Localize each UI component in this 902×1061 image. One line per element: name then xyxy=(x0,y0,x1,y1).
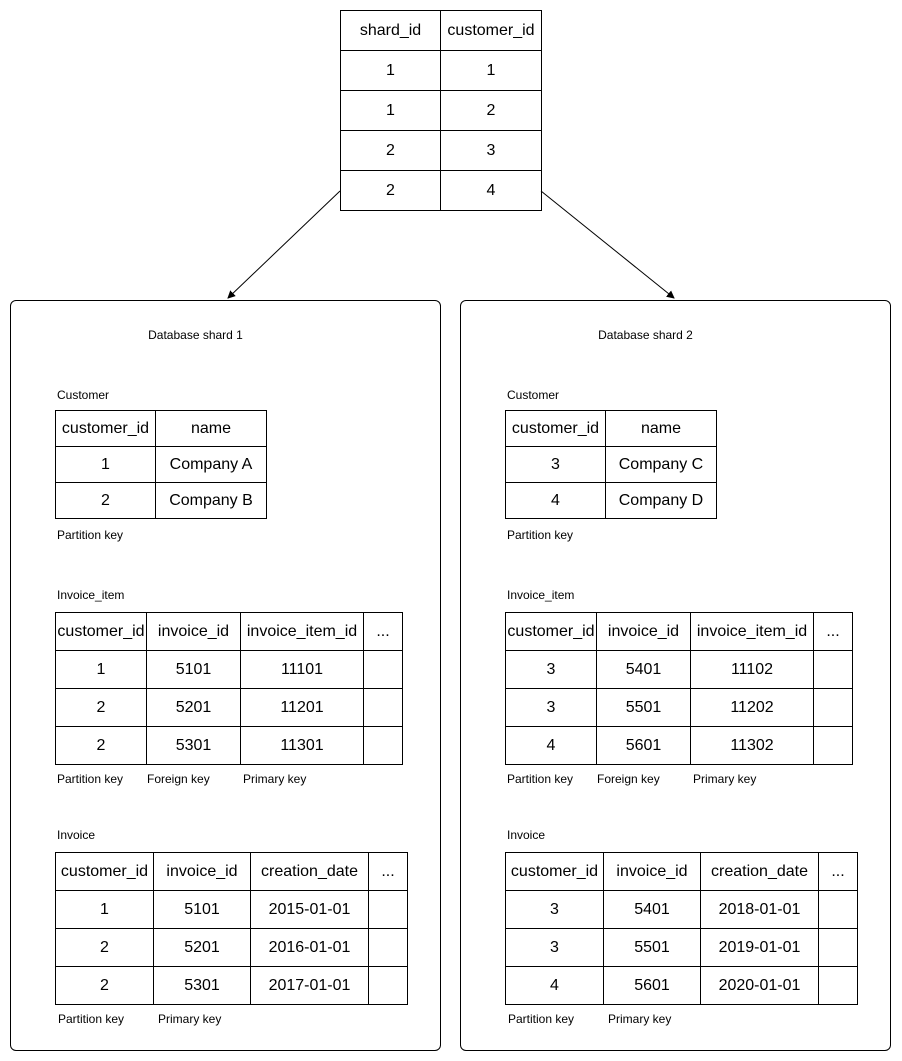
table-cell: 5101 xyxy=(147,651,241,689)
header-cell: customer_id xyxy=(56,853,154,891)
table-row xyxy=(506,651,853,689)
header-cell: ... xyxy=(819,853,858,891)
table-row xyxy=(56,727,403,765)
table-cell: 2 xyxy=(56,483,156,519)
table-header-row xyxy=(506,613,853,651)
table-cell: 5501 xyxy=(597,689,691,727)
partition-key-note: Partition key xyxy=(507,528,574,542)
table-cell: 11101 xyxy=(241,651,364,689)
header-cell: ... xyxy=(369,853,408,891)
table-cell xyxy=(819,967,858,1005)
invoice-table xyxy=(55,852,408,1005)
table-cell: 4 xyxy=(506,727,597,765)
table-cell: Company C xyxy=(606,447,717,483)
table-header-row xyxy=(56,853,408,891)
header-cell: invoice_id xyxy=(147,613,241,651)
table-header-row xyxy=(506,853,858,891)
table-header-row xyxy=(56,613,403,651)
table-row xyxy=(341,51,542,91)
header-cell: customer_id xyxy=(506,613,597,651)
header-cell: customer_id xyxy=(56,613,147,651)
table-row xyxy=(506,447,717,483)
header-cell: customer_id xyxy=(441,11,542,51)
table-cell xyxy=(364,651,403,689)
table-cell: 11301 xyxy=(241,727,364,765)
table-cell: 2 xyxy=(56,727,147,765)
table-cell: 1 xyxy=(56,447,156,483)
table-cell xyxy=(364,689,403,727)
invoice-item-table xyxy=(55,612,403,765)
table-cell: 3 xyxy=(441,131,542,171)
table-header-row xyxy=(506,411,717,447)
table-row xyxy=(56,967,408,1005)
table-cell: Company B xyxy=(156,483,267,519)
table-cell: 3 xyxy=(506,689,597,727)
partition-key-note: Partition key xyxy=(508,1012,575,1026)
table-cell: 4 xyxy=(506,967,604,1005)
table-row xyxy=(56,929,408,967)
table-cell xyxy=(814,651,853,689)
table-cell: 2 xyxy=(341,171,441,211)
partition-key-note: Partition key xyxy=(58,1012,125,1026)
table-cell: 2 xyxy=(341,131,441,171)
table-cell xyxy=(819,929,858,967)
table-cell: 5601 xyxy=(604,967,701,1005)
table-row xyxy=(341,131,542,171)
table-cell: 2 xyxy=(56,689,147,727)
invoice-item-table-label: Invoice_item xyxy=(57,588,125,602)
header-cell: creation_date xyxy=(701,853,819,891)
table-row xyxy=(56,447,267,483)
invoice-table-label: Invoice xyxy=(507,828,546,842)
foreign-key-note: Foreign key xyxy=(147,772,210,786)
header-cell: customer_id xyxy=(56,411,156,447)
table-cell xyxy=(364,727,403,765)
table-row xyxy=(341,91,542,131)
table-row xyxy=(506,929,858,967)
table-cell: 5401 xyxy=(597,651,691,689)
header-cell: invoice_item_id xyxy=(691,613,814,651)
table-cell: 5301 xyxy=(154,967,251,1005)
table-cell: 5501 xyxy=(604,929,701,967)
table-cell: 1 xyxy=(56,651,147,689)
invoice-item-table-label: Invoice_item xyxy=(507,588,575,602)
table-cell: 2 xyxy=(56,929,154,967)
customer-table xyxy=(55,410,267,519)
invoice-table-label: Invoice xyxy=(57,828,96,842)
table-cell xyxy=(814,689,853,727)
table-cell: 4 xyxy=(506,483,606,519)
table-row xyxy=(56,651,403,689)
primary-key-note: Primary key xyxy=(608,1012,672,1026)
table-cell xyxy=(369,929,408,967)
header-cell: customer_id xyxy=(506,853,604,891)
shard-mapping-table xyxy=(340,10,542,211)
table-cell: 5301 xyxy=(147,727,241,765)
customer-table xyxy=(505,410,717,519)
header-cell: invoice_id xyxy=(154,853,251,891)
table-cell: 2 xyxy=(441,91,542,131)
table-cell: 1 xyxy=(56,891,154,929)
table-cell: 3 xyxy=(506,447,606,483)
table-cell: Company A xyxy=(156,447,267,483)
table-row xyxy=(506,727,853,765)
table-cell: 2017-01-01 xyxy=(251,967,369,1005)
table-row xyxy=(56,891,408,929)
primary-key-note: Primary key xyxy=(693,772,757,786)
table-cell: 3 xyxy=(506,929,604,967)
table-cell: 5201 xyxy=(154,929,251,967)
table-cell: Company D xyxy=(606,483,717,519)
primary-key-note: Primary key xyxy=(158,1012,222,1026)
table-cell: 5101 xyxy=(154,891,251,929)
invoice-item-table xyxy=(505,612,853,765)
table-cell: 11302 xyxy=(691,727,814,765)
header-cell: creation_date xyxy=(251,853,369,891)
table-cell: 1 xyxy=(341,91,441,131)
table-header-row xyxy=(56,411,267,447)
table-row xyxy=(56,483,267,519)
foreign-key-note: Foreign key xyxy=(597,772,660,786)
table-cell: 11201 xyxy=(241,689,364,727)
table-row xyxy=(506,483,717,519)
table-header-row xyxy=(341,11,542,51)
table-cell: 11102 xyxy=(691,651,814,689)
arrow-to-shard-2 xyxy=(541,191,674,298)
primary-key-note: Primary key xyxy=(243,772,307,786)
shard-1-title: Database shard 1 xyxy=(148,328,243,342)
table-row xyxy=(56,689,403,727)
table-cell: 2018-01-01 xyxy=(701,891,819,929)
table-cell: 2016-01-01 xyxy=(251,929,369,967)
table-cell: 2020-01-01 xyxy=(701,967,819,1005)
customer-table-label: Customer xyxy=(57,388,110,402)
table-cell: 5601 xyxy=(597,727,691,765)
invoice-table xyxy=(505,852,858,1005)
table-cell xyxy=(369,891,408,929)
partition-key-note: Partition key xyxy=(57,528,124,542)
table-cell: 2019-01-01 xyxy=(701,929,819,967)
table-row xyxy=(506,891,858,929)
header-cell: name xyxy=(156,411,267,447)
arrow-to-shard-1 xyxy=(228,191,340,298)
shard-2-title: Database shard 2 xyxy=(598,328,693,342)
header-cell: invoice_id xyxy=(597,613,691,651)
table-cell: 5401 xyxy=(604,891,701,929)
customer-table-label: Customer xyxy=(507,388,560,402)
partition-key-note: Partition key xyxy=(507,772,574,786)
header-cell: shard_id xyxy=(341,11,441,51)
header-cell: customer_id xyxy=(506,411,606,447)
table-cell: 5201 xyxy=(147,689,241,727)
table-cell: 1 xyxy=(341,51,441,91)
table-cell: 2015-01-01 xyxy=(251,891,369,929)
partition-key-note: Partition key xyxy=(57,772,124,786)
header-cell: invoice_item_id xyxy=(241,613,364,651)
table-row xyxy=(506,967,858,1005)
table-cell xyxy=(819,891,858,929)
header-cell: invoice_id xyxy=(604,853,701,891)
table-cell: 3 xyxy=(506,891,604,929)
table-cell: 2 xyxy=(56,967,154,1005)
table-cell xyxy=(814,727,853,765)
table-cell: 1 xyxy=(441,51,542,91)
table-row xyxy=(341,171,542,211)
header-cell: ... xyxy=(814,613,853,651)
table-cell: 4 xyxy=(441,171,542,211)
header-cell: name xyxy=(606,411,717,447)
header-cell: ... xyxy=(364,613,403,651)
table-row xyxy=(506,689,853,727)
table-cell: 3 xyxy=(506,651,597,689)
table-cell xyxy=(369,967,408,1005)
table-cell: 11202 xyxy=(691,689,814,727)
